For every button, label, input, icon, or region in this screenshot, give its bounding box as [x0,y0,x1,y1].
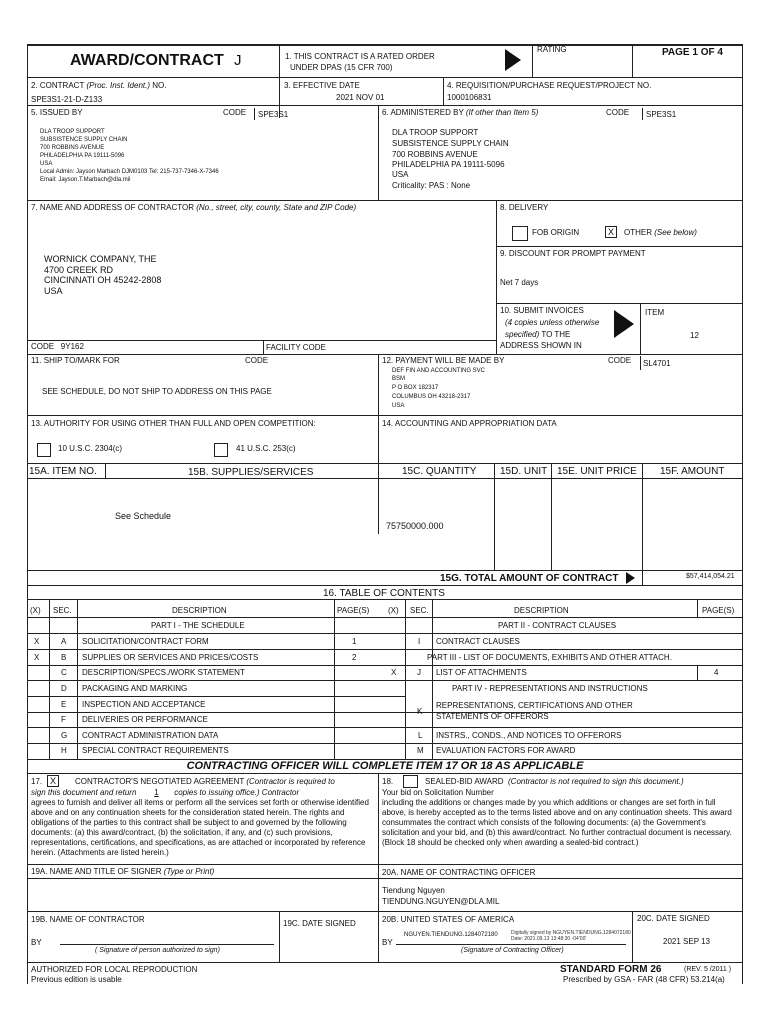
other-checkbox[interactable]: X [605,226,617,238]
toc-sec: L [418,731,423,740]
box1-label-2: UNDER DPAS (15 CFR 700) [290,63,393,72]
item-description: See Schedule [115,511,172,521]
address-line: 4700 CREEK RD [44,265,114,275]
unit-header: 15D. UNIT [500,466,548,477]
toc-sec: K [417,707,423,716]
toc-page: 1 [352,637,357,646]
address-line: 700 ROBBINS AVENUE [392,150,478,159]
box13-label: 13. AUTHORITY FOR USING OTHER THAN FULL AND OPEN COMPETITION: [31,419,316,428]
arrow-icon [626,572,635,584]
box20b-label: 20B. UNITED STATES OF AMERICA [382,915,515,924]
address-line: CINCINNATI OH 45242-2808 [44,275,162,285]
toc-x-header: (X) [30,606,41,615]
toc-desc: STATEMENTS OF OFFERORS [436,712,549,721]
toc-sec: E [61,700,67,709]
address-line: Email: Jayson.T.Marbach@dla.mil [40,177,131,183]
box17-number: 17. [31,777,43,786]
toc-desc: LIST OF ATTACHMENTS [436,668,527,677]
digital-signature-stamp: Digitally signed by NGUYEN.TIENDUNG.1284072180 Date: 2021.09.13 13:48:30 -04'00' [511,930,631,942]
address-line: Criticality: PAS : None [392,181,471,190]
box5-code-label: CODE [223,108,247,117]
box11-label: 11. SHIP TO/MARK FOR [31,356,120,365]
toc-x-header-right: (X) [388,606,399,615]
toc-x: X [34,637,40,646]
box8-label: 8. DELIVERY [500,203,549,212]
box18-solicitation: Your bid on Solicitation Number [382,788,494,797]
address-line: DEF FIN AND ACCOUNTING SVC [392,368,486,374]
box9-label: 9. DISCOUNT FOR PROMPT PAYMENT [500,249,646,258]
address-line: WORNICK COMPANY, THE [44,254,157,264]
address-line: DLA TROOP SUPPORT [40,129,105,135]
box12-code: SL4701 [643,359,671,368]
address-line: SUBSISTENCE SUPPLY CHAIN [40,137,128,143]
toc-desc: SUPPLIES OR SERVICES AND PRICES/COSTS [82,653,259,662]
arrow-icon [614,310,634,338]
box19c-label: 19C. DATE SIGNED [283,919,356,928]
box11-code-label: CODE [245,356,269,365]
box10-label: 10. SUBMIT INVOICES [500,306,584,315]
toc-sec-header: SEC. [53,606,72,615]
total-amount: $57,414,054.21 [686,573,735,580]
toc-desc: CONTRACT ADMINISTRATION DATA [82,731,219,740]
item-no-header: 15A. ITEM NO. [29,466,97,477]
fob-origin-checkbox[interactable] [512,226,528,241]
box20b-signature-caption: (Signature of Contracting Officer) [461,947,564,954]
address-line: USA [40,161,53,167]
authority-10usc-label: 10 U.S.C. 2304(c) [58,444,123,453]
box20a-label: 20A. NAME OF CONTRACTING OFFICER [382,868,536,877]
box18-number: 18. [382,777,394,786]
toc-part1: PART I - THE SCHEDULE [151,621,245,630]
toc-desc: DELIVERIES OR PERFORMANCE [82,715,208,724]
form-title-mark: J [234,52,242,69]
digital-signature-name: NGUYEN.TIENDUNG.1284072180 [404,932,498,938]
requisition-number: 1000106831 [447,93,492,102]
contractor-code: CODE 9Y162 [31,342,84,351]
box6-code: SPE3S1 [646,110,677,119]
toc-sec: M [417,746,424,755]
box17-title: CONTRACTOR'S NEGOTIATED AGREEMENT (Contractor is required to [75,777,335,786]
address-line: PHILADELPHIA PA 19111-5096 [392,160,505,169]
box20b-by: BY [382,938,393,947]
date-signed: 2021 SEP 13 [663,937,711,946]
box17-line2: sign this document and return 1 copies to issuing office.) Contractor [31,788,300,797]
toc-x: X [391,668,397,677]
form-prescribed-by: Prescribed by GSA - FAR (48 CFR) 53.214(a) [563,975,725,984]
toc-sec: J [417,668,421,677]
box12-label: 12. PAYMENT WILL BE MADE BY [382,356,505,365]
contract-number: SPE3S1-21-D-Z133 [31,95,103,104]
toc-sec: G [61,731,68,740]
contracting-officer-banner: CONTRACTING OFFICER WILL COMPLETE ITEM 17 OR 18 AS APPLICABLE [186,760,584,772]
address-line: DLA TROOP SUPPORT [392,128,479,137]
footer-previous-edition: Previous edition is usable [31,975,122,984]
address-line: USA [44,286,63,296]
toc-pages-header: PAGE(S) [337,606,370,615]
box19b-signature-caption: ( Signature of person authorized to sign) [95,947,220,954]
toc-sec: B [61,653,67,662]
toc-title: 16. TABLE OF CONTENTS [323,588,445,599]
toc-sec: C [61,668,67,677]
box1-label: 1. THIS CONTRACT IS A RATED ORDER [285,52,435,61]
toc-sec: F [61,715,66,724]
item-quantity: 75750000.000 [386,521,444,531]
toc-desc: SOLICITATION/CONTRACT FORM [82,637,209,646]
fob-origin-label: FOB ORIGIN [532,228,580,237]
toc-pages-header-right: PAGE(S) [702,606,735,615]
item-value: 12 [690,331,699,340]
arrow-icon [505,49,521,71]
box18-checkbox[interactable] [403,775,418,788]
address-line: 700 ROBBINS AVENUE [40,145,105,151]
toc-sec: I [418,637,421,646]
toc-desc: EVALUATION FACTORS FOR AWARD [436,746,576,755]
toc-sec: D [61,684,67,693]
box14-label: 14. ACCOUNTING AND APPROPRIATION DATA [382,419,557,428]
ship-to-instructions: SEE SCHEDULE, DO NOT SHIP TO ADDRESS ON THIS PAGE [42,387,272,396]
address-line: BSM [392,376,406,382]
facility-code-label: FACILITY CODE [266,343,326,352]
toc-desc: DESCRIPTION/SPECS./WORK STATEMENT [82,668,245,677]
box5-label: 5. ISSUED BY [31,108,83,117]
contracting-officer-name: Tiendung Nguyen [382,886,445,895]
address-line: COLUMBUS OH 43218-2317 [392,394,471,400]
address-line: USA [392,170,409,179]
page-number: PAGE 1 OF 4 [662,47,723,58]
effective-date: 2021 NOV 01 [336,93,385,102]
form-title: AWARD/CONTRACT [70,52,224,69]
box7-label: 7. NAME AND ADDRESS OF CONTRACTOR (No., street, city, county, State and ZIP Code) [31,203,357,212]
box6-code-label: CODE [606,108,630,117]
authority-41usc-label: 41 U.S.C. 253(c) [236,444,296,453]
toc-page: 4 [714,668,719,677]
box2-label: 2. CONTRACT (Proc. Inst. Ident.) NO. [31,81,167,90]
address-line: Local Admin: Jayson Marbach DJM0103 Tel: 215-737-7346-X-7346 [40,169,219,175]
item-label: ITEM [645,308,665,317]
box20c-label: 20C. DATE SIGNED [637,914,710,923]
address-line: USA [392,403,405,409]
quantity-header: 15C. QUANTITY [402,466,477,477]
box19b-by: BY [31,938,42,947]
authority-41usc-checkbox[interactable] [214,443,228,457]
box17-body: agrees to furnish and deliver all items or perform all the services set forth or otherwise identified above and on any continuation sheets for the consideration stated herein. The rights and obligations of the parties to this contract shall be subject to and governed by the following documents: (a) this award/contract, (b) the solicitation, if any, and (c) such provisions, representations, certifications, and specifications, as are attached or incorporated by reference herein. (Attachments are listed herein.) [31,798,369,857]
box5-code: SPE3S1 [258,110,289,119]
toc-sec: H [61,746,67,755]
toc-part3: PART III - LIST OF DOCUMENTS, EXHIBITS AND OTHER ATTACH. [427,653,672,662]
unit-price-header: 15E. UNIT PRICE [557,466,637,477]
toc-part4: PART IV - REPRESENTATIONS AND INSTRUCTIONS [452,684,648,693]
other-label: OTHER (See below) [624,228,697,237]
box19b-label: 19B. NAME OF CONTRACTOR [31,915,145,924]
standard-form-number: STANDARD FORM 26 [560,964,662,975]
box4-label: 4. REQUISITION/PURCHASE REQUEST/PROJECT NO. [447,81,652,90]
toc-sec: A [61,637,67,646]
toc-x: X [34,653,40,662]
authority-10usc-checkbox[interactable] [37,443,51,457]
address-line: SUBSISTENCE SUPPLY CHAIN [392,139,509,148]
box12-code-label: CODE [608,356,632,365]
box18-title: SEALED-BID AWARD (Contractor is not required to sign this document.) [425,777,684,786]
box10-address: ADDRESS SHOWN IN [500,341,582,350]
toc-desc: REPRESENTATIONS, CERTIFICATIONS AND OTHER [436,701,633,710]
box6-label: 6. ADMINISTERED BY (If other than Item 5) [382,108,539,117]
toc-desc: INSPECTION AND ACCEPTANCE [82,700,206,709]
address-line: P O BOX 182317 [392,385,439,391]
toc-desc: PACKAGING AND MARKING [82,684,188,693]
discount-terms: Net 7 days [500,278,539,287]
supplies-header: 15B. SUPPLIES/SERVICES [188,467,314,478]
box10-specified: specified) TO THE [505,330,571,339]
toc-desc: CONTRACT CLAUSES [436,637,520,646]
toc-desc: SPECIAL CONTRACT REQUIREMENTS [82,746,229,755]
contracting-officer-email: TIENDUNG.NGUYEN@DLA.MIL [382,897,500,906]
toc-desc: INSTRS., CONDS., AND NOTICES TO OFFERORS [436,731,622,740]
toc-page: 2 [352,653,357,662]
footer-authorized: AUTHORIZED FOR LOCAL REPRODUCTION [31,965,198,974]
rating-label: RATING [537,45,567,54]
total-label: 15G. TOTAL AMOUNT OF CONTRACT [440,573,619,584]
amount-header: 15F. AMOUNT [660,466,725,477]
toc-part2: PART II - CONTRACT CLAUSES [498,621,617,630]
box18-body: including the additions or changes made by you which additions or changes are set forth in full above, is hereby accepted as to the terms listed above and on any continuation sheets. This award consummates the contract which consists of the following documents: (a) the Government's solicitation and your bid, and (b) this award/contract. No further contractual document is necessary. (Block 18 should be checked only when awarding a sealed-bid contract.) [382,798,732,847]
address-line: PHILADELPHIA PA 19111-5096 [40,153,125,159]
box17-checkbox[interactable]: X [47,775,59,787]
form-revision: (REV. 5 /2011 ) [684,966,732,973]
toc-desc-header: DESCRIPTION [172,606,227,615]
toc-desc-header-right: DESCRIPTION [514,606,569,615]
box3-label: 3. EFFECTIVE DATE [284,81,360,90]
box19a-label: 19A. NAME AND TITLE OF SIGNER (Type or Print) [31,867,215,876]
toc-sec-header-right: SEC. [410,606,429,615]
box10-copies: (4 copies unless otherwise [505,318,600,327]
